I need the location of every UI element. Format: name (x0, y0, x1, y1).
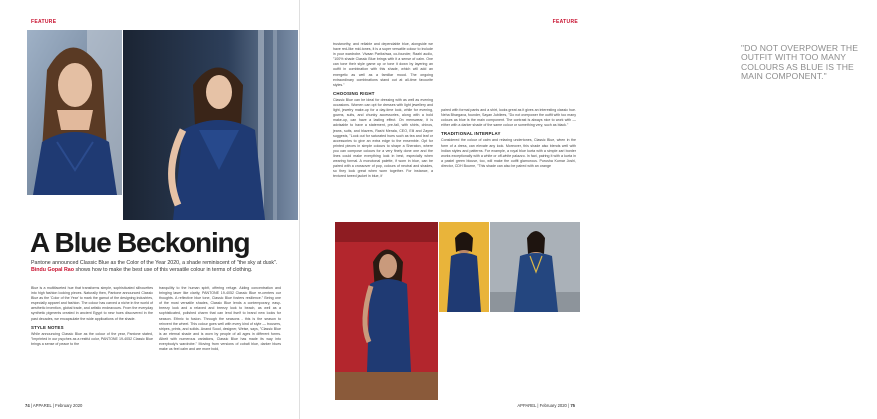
text-column-4 (441, 108, 576, 172)
model-photo-yellow-backdrop (439, 222, 489, 312)
col4-paragraph-1: paired with formal pants and a shirt, looks great as it gives an interesting classic hue. Neha Bhargava, founder, Sayan Jubilees, "Do not overpower the outfit with too many colours as blue is the main component. The contrast is always nice to work with — either with a darker shade of the same colour or something very, such as black." (441, 108, 576, 128)
article-headline: A Blue Beckoning (30, 227, 250, 258)
subhead-choosing-right: CHOOSING RIGHT (333, 90, 375, 96)
col2-paragraph-1: tranquility to the human spirit, offering refuge. Aiding concentration and bringing laser like clarity, PANTONE 19-4052 Classic Blue re-centers our thoughts. A reflective blue tone, Classic Blue fosters resilience." Being one of the most versatile shades, Classic Blue lends a contemporary, easy-breezy look and a relaxed and breezy look to beach, as well as a sophisticated, polished charm that can lend itself to brand new looks for season. Ethnic to fusion. Through the seasons - this is the season to reinvent the wheel. This colour goes well with every kind of style — trousers, stripes, prints, and solids. Anand Sood, designer, Weise, says, "Classic Blue is an eternal shade and is worn by people of all ages in different forms. Albeit with numerous variations, Classic Blue has made its way into everybody's wardrobe." Moving from versions of cobalt blue, darker blues make us feel calm and are more bold, (159, 286, 281, 352)
model-red-wall-image (335, 222, 438, 400)
intro-lead: Pantone announced Classic Blue as the Color of the Year 2020, a shade reminiscent of "the sky at dusk". (31, 260, 278, 266)
author-name: Bindu Gopal Rao (31, 267, 74, 273)
feature-tag-right: FEATURE (552, 19, 578, 25)
right-page (300, 0, 859, 419)
subhead-style-notes: STYLE NOTES (31, 324, 64, 330)
intro-rest: shows how to make the best use of this versatile colour in terms of clothing. (73, 267, 253, 273)
subhead-traditional-interplay: TRADITIONAL INTERPLAY (441, 131, 501, 137)
model-kurta-image (490, 222, 580, 312)
page-number-left: 74 (25, 403, 30, 408)
text-column-1 (31, 286, 153, 350)
model-photo-kurta (490, 222, 580, 312)
model-portrait-image (27, 30, 122, 195)
col3-paragraph-1: trustworthy, and reliable and dependable blue, alongside we have red-like mid-tones, it is a super versatile colour to include in your wardrobe. Vivaan Parikshwa, co-founder, Raahi audio, "100% shade Classic Blue brings with it a sense of calm. One can tone their style game up or tone it down by layering an outfit in combination with this shade, which will add an energetic as well as a familiar mood. The ongoing extraordinary combinations stand out at all-time favourite styles." (333, 42, 433, 87)
pull-quote: "DO NOT OVERPOWER THE OUTFIT WITH TOO MANY COLOURS AS BLUE IS THE MAIN COMPONENT." (741, 43, 859, 82)
page-number-right: 75 (570, 403, 575, 408)
text-column-3 (333, 42, 433, 182)
issue-date-right: February 2020 (539, 403, 567, 408)
col1-paragraph-2: While announcing Classic Blue as the colour of the year, Pantone stated, "Imprinted in our psyches as a restful color, PANTONE 19-4052 Classic Blue brings a sense of peace to the (31, 331, 153, 346)
article-intro (31, 260, 291, 274)
model-blue-dress-image (123, 30, 298, 220)
model-photo-blue-dress (123, 30, 298, 220)
magazine-name-left: APPAREL (32, 403, 52, 408)
col4-paragraph-2: Considered the colour of calm and relaxing undertones, Classic Blue, when in the form of a dress, can elevate any look. Moreover, this shade also blends well with Indian styles and patterns. For example, a royal blue kurta with a simple zari border works exceptionally with a white or off-white palazzo. In fact, pairing it with a kurta in a pastel green blouse, too, will make the outfit glamorous. Purusha Kumar Joshi, director, CDH Bourne, "This shade can also be paired with an orange (441, 138, 576, 168)
model-photo-portrait (27, 30, 122, 195)
col1-paragraph-1: Blue is a multifaceted hue that transforms simple, sophisticated silhouettes into high fashion looking pieces. Naturally then, Pantone announced Classic Blue as the 'Color of the Year' to mark the gamut of the designing industries, especially apparel and fashion. The colour has carved a niche in the world of aesthetic invention, global trade, and artistic endeavours. From the everyday synthetic pigments created in ancient Egypt to new hues discovered in the past decades, we encapsulate the wide applications of the shade. (31, 286, 153, 321)
col3-paragraph-2: Classic Blue can be ideal for dressing with as well as evening occasions. Women can opt for dresses with light jewellery and light, jewelry make-up for a day-time look, while for evening, gowns, suits, and chunky accessories, along with a bold make-up, can have a lasting effect. On menswear, it is advisable to have a statement, pre-fall, with shirts, chinos, jeans, suits, and blazers, Rashi Merala, CEO, Elli and Zayne suggests, "Look out for saturated hues such as tea and leaf or accessories to give an extra edge to the ensemble. Opt for printed pieces in simple colours to shape a Sheraton, where you can compose colours for a very finely done one and the lines could make everything look in best, especially when wearing formal. A monotonal palette, if worn in blue, can be paired with a crossover of pop, colours of neutral and shades, so they look great when worn together. For instance, a textured tweed jacket in blue, if (333, 97, 433, 179)
issue-date-left: February 2020 (55, 403, 83, 408)
model-photo-red-wall (335, 222, 438, 400)
text-column-2 (159, 286, 281, 355)
folio-left: 74 | APPAREL | February 2020 (25, 403, 83, 408)
left-page (0, 0, 300, 419)
feature-tag-left: FEATURE (31, 19, 57, 25)
folio-right: APPAREL | February 2020 | 75 (517, 403, 575, 408)
model-yellow-backdrop-image (439, 222, 489, 312)
magazine-name-right: APPAREL (517, 403, 537, 408)
